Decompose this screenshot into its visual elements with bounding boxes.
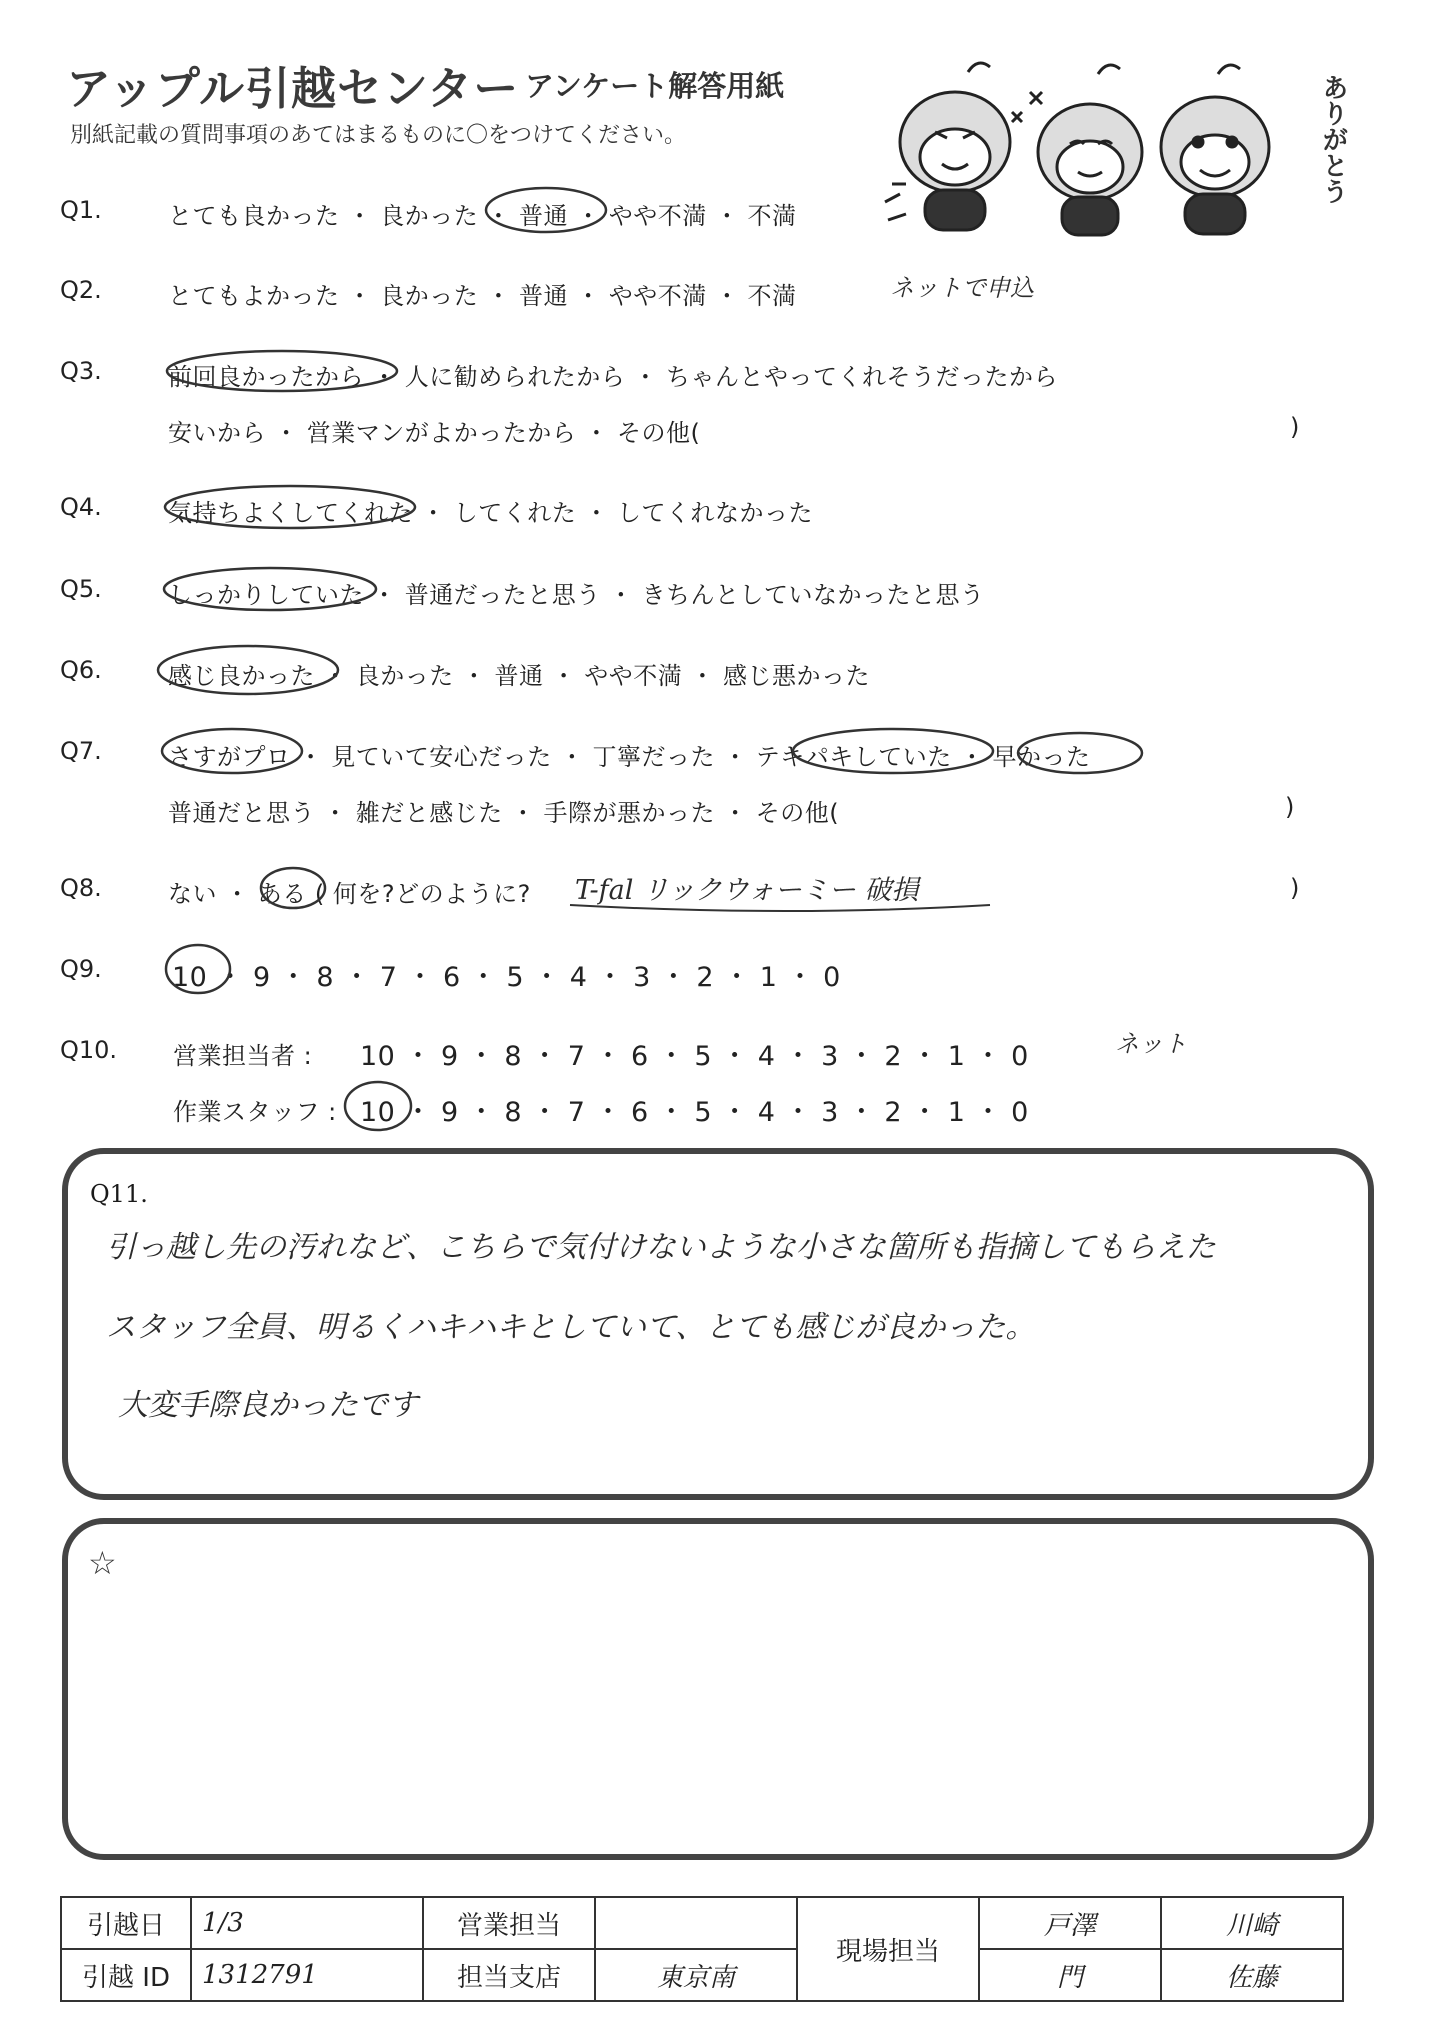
q10-staff-scale[interactable]: 10 ・ 9 ・ 8 ・ 7 ・ 6 ・ 5 ・ 4 ・ 3 ・ 2 ・ 1 ・ 0 [360, 1097, 1029, 1128]
instructions: 別紙記載の質問事項のあてはまるものに〇をつけてください。 [70, 123, 687, 148]
q7-selected-circle-1 [162, 729, 302, 773]
page-title: アップル引越センター [66, 62, 520, 115]
q8-options[interactable]: ない ・ ある ( 何を?どのように? [168, 880, 531, 908]
q6-selected-circle [158, 646, 338, 694]
q7-selected-circle-3 [1018, 733, 1142, 773]
q8-handwritten-note: T-fal リックウォーミー 破損 [575, 875, 919, 906]
q1-selected-circle [486, 188, 606, 232]
move-id-value: 1312791 [191, 1949, 423, 2001]
q6-label: Q6. [60, 656, 102, 684]
q3-label: Q3. [60, 357, 102, 385]
q3-selected-circle [167, 351, 397, 391]
q8-close-paren: ) [1290, 874, 1300, 902]
q9-label: Q9. [60, 955, 102, 983]
q7-options-line2[interactable]: 普通だと思う ・ 雑だと感じた ・ 手際が悪かった ・ その他( [168, 799, 840, 827]
page-subtitle: アンケート解答用紙 [525, 69, 785, 103]
q10-staff-label: 作業スタッフ : [173, 1098, 337, 1126]
branch-label: 担当支店 [423, 1949, 595, 2001]
q10-label: Q10. [60, 1036, 118, 1064]
move-id-label: 引越 ID [61, 1949, 191, 2001]
q10-sales-scale[interactable]: 10 ・ 9 ・ 8 ・ 7 ・ 6 ・ 5 ・ 4 ・ 3 ・ 2 ・ 1 ・ 0 [360, 1041, 1029, 1072]
sales-label: 営業担当 [423, 1897, 595, 1949]
q5-selected-circle [164, 568, 376, 610]
mascot-thanks-text: ありがとう [1318, 74, 1348, 204]
q7-label: Q7. [60, 737, 102, 765]
q9-scale[interactable]: 10 ・ 9 ・ 8 ・ 7 ・ 6 ・ 5 ・ 4 ・ 3 ・ 2 ・ 1 ・ 0 [172, 962, 841, 993]
q2-options[interactable]: とてもよかった ・ 良かった ・ 普通 ・ やや不満 ・ 不満 [168, 282, 797, 310]
site-staff-2: 川崎 [1161, 1897, 1343, 1949]
q5-label: Q5. [60, 575, 102, 603]
site-staff-3: 門 [979, 1949, 1161, 2001]
q10-sales-label: 営業担当者 : [173, 1042, 313, 1070]
q3-options-line2[interactable]: 安いから ・ 営業マンがよかったから ・ その他( [168, 419, 701, 447]
q3-close-paren: ) [1290, 413, 1300, 441]
q7-selected-circle-2 [793, 729, 993, 773]
q11-comment-line-1: 引っ越し先の汚れなど、こちらで気付けないような小さな箇所も指摘してもらえた [106, 1230, 1216, 1265]
q11-comment-line-3: 大変手際良かったです [118, 1388, 418, 1423]
q11-comment-line-2: スタッフ全員、明るくハキハキとしていて、とても感じが良かった。 [106, 1310, 1036, 1345]
q7-options-line1[interactable]: さすがプロ ・ 見ていて安心だった ・ 丁寧だった ・ テキパキしていた ・ 早かった [168, 743, 1091, 771]
q9-selected-circle [166, 945, 230, 993]
q8-label: Q8. [60, 874, 102, 902]
q2-handwritten-note: ネットで申込 [890, 274, 1034, 302]
move-date-label: 引越日 [61, 1897, 191, 1949]
q6-options[interactable]: 感じ良かった ・ 良かった ・ 普通 ・ やや不満 ・ 感じ悪かった [168, 662, 871, 690]
q4-label: Q4. [60, 493, 102, 521]
move-date-value: 1/3 [191, 1897, 423, 1949]
branch-value: 東京南 [595, 1949, 797, 2001]
footer-info-table [60, 1896, 1344, 2002]
q10-staff-selected-circle [345, 1082, 411, 1130]
site-staff-label: 現場担当 [797, 1897, 979, 2001]
q5-options[interactable]: しっかりしていた ・ 普通だったと思う ・ きちんとしていなかったと思う [168, 581, 985, 609]
q4-selected-circle [165, 486, 415, 528]
q1-label: Q1. [60, 196, 102, 224]
sales-value [595, 1897, 797, 1949]
q4-options[interactable]: 気持ちよくしてくれた ・ してくれた ・ してくれなかった [168, 499, 814, 527]
q8-selected-circle [261, 868, 325, 908]
q2-label: Q2. [60, 276, 102, 304]
q3-options-line1[interactable]: 前回良かったから ・ 人に勧められたから ・ ちゃんとやってくれそうだったから [168, 363, 1059, 391]
q1-options[interactable]: とても良かった ・ 良かった ・ 普通 ・ やや不満 ・ 不満 [168, 202, 797, 230]
star-icon: ☆ [88, 1544, 117, 1582]
q8-underline [570, 905, 990, 911]
site-staff-1: 戸澤 [979, 1897, 1161, 1949]
site-staff-4: 佐藤 [1161, 1949, 1343, 2001]
q7-close-paren: ) [1285, 793, 1295, 821]
q10-sales-handwritten-note: ネット [1115, 1030, 1187, 1058]
q11-label: Q11. [90, 1180, 148, 1208]
